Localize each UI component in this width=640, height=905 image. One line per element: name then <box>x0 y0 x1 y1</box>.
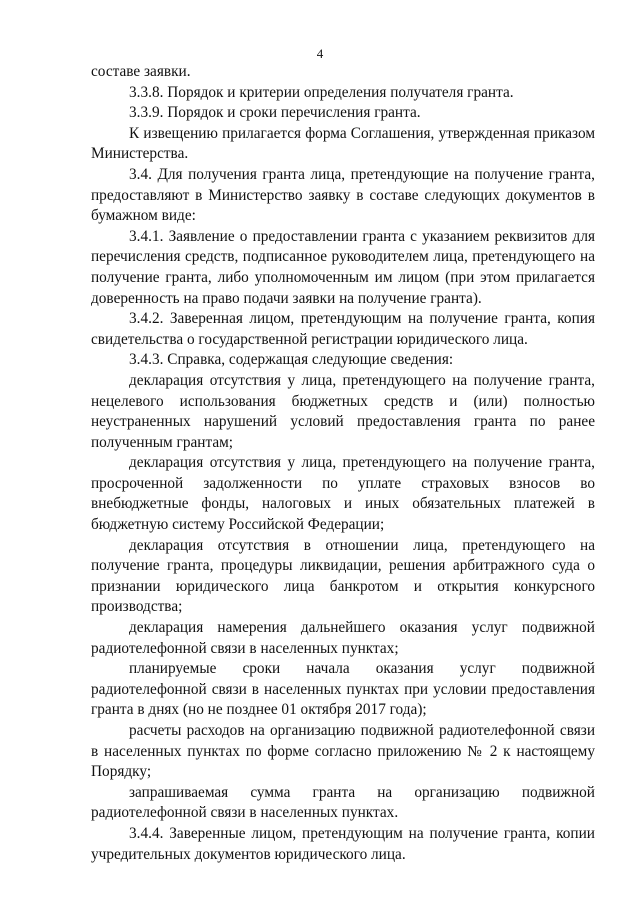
paragraph-continuation: составе заявки. <box>91 63 191 80</box>
paragraph-agreement-form: К извещению прилагается форма Соглашения, утвержденная приказом Министерства. <box>91 124 595 163</box>
list-item-requested-amount: запрашиваемая сумма гранта на организацию подвижной радиотелефонной связи в населенных пунктах. <box>91 783 595 822</box>
list-item-declaration-intent: декларация намерения дальнейшего оказания услуг подвижной радиотелефонной связи в населенных пунктах; <box>91 619 595 657</box>
paragraph-3-4-4: 3.4.4. Заверенные лицом, претендующим на получение гранта, копии учредительных документов юридического лица. <box>91 824 595 863</box>
list-item-cost-calculations: расчеты расходов на организацию подвижной радиотелефонной связи в населенных пунктах по форме согласно приложению № 2 к настоящему Порядку; <box>91 722 595 781</box>
paragraph-3-4-3: 3.4.3. Справка, содержащая следующие сведения: <box>129 351 454 369</box>
paragraph-3-4: 3.4. Для получения гранта лица, претендующие на получение гранта, предоставляют в Министерство заявку в составе следующих документов в бумажном виде: <box>91 165 595 225</box>
list-item-declaration-liquidation: декларация отсутствия в отношении лица, претендующего на получение гранта, процедуры ликвидации, решения арбитражного суда о признании юридического лица банкротом и открытия конкурсного производства; <box>91 536 595 616</box>
page-number: 4 <box>316 46 324 61</box>
list-item-declaration-debt: декларация отсутствия у лица, претендующего на получение гранта, просроченной задолженности по уплате страховых взносов во внебюджетные фонды, налоговых и иных обязательных платежей в бюджетную систему Российской Федерации; <box>91 454 595 534</box>
paragraph-3-3-9: 3.3.9. Порядок и сроки перечисления гранта. <box>129 104 421 122</box>
list-item-planned-dates: планируемые сроки начала оказания услуг подвижной радиотелефонной связи в населенных пунктах при условии предоставления гранта в днях (но не позднее 01 октября 2017 года); <box>91 660 595 719</box>
document-body <box>91 62 595 865</box>
paragraph-3-3-8: 3.3.8. Порядок и критерии определения получателя гранта. <box>129 83 514 101</box>
paragraph-3-4-2: 3.4.2. Заверенная лицом, претендующим на получение гранта, копия свидетельства о государственной регистрации юридического лица. <box>91 310 595 348</box>
paragraph-3-4-1: 3.4.1. Заявление о предоставлении гранта с указанием реквизитов для перечисления средств, подписанное руководителем лица, претендующего на получение гранта, либо уполномоченным им лицом (при этом прилагается доверенность на право подачи заявки на получение гранта). <box>91 227 595 307</box>
list-item-declaration-misuse: декларация отсутствия у лица, претендующего на получение гранта, нецелевого использования бюджетных средств и (или) полностью неустраненных нарушений условий предоставления гранта по ранее полученным грантам; <box>91 371 595 451</box>
